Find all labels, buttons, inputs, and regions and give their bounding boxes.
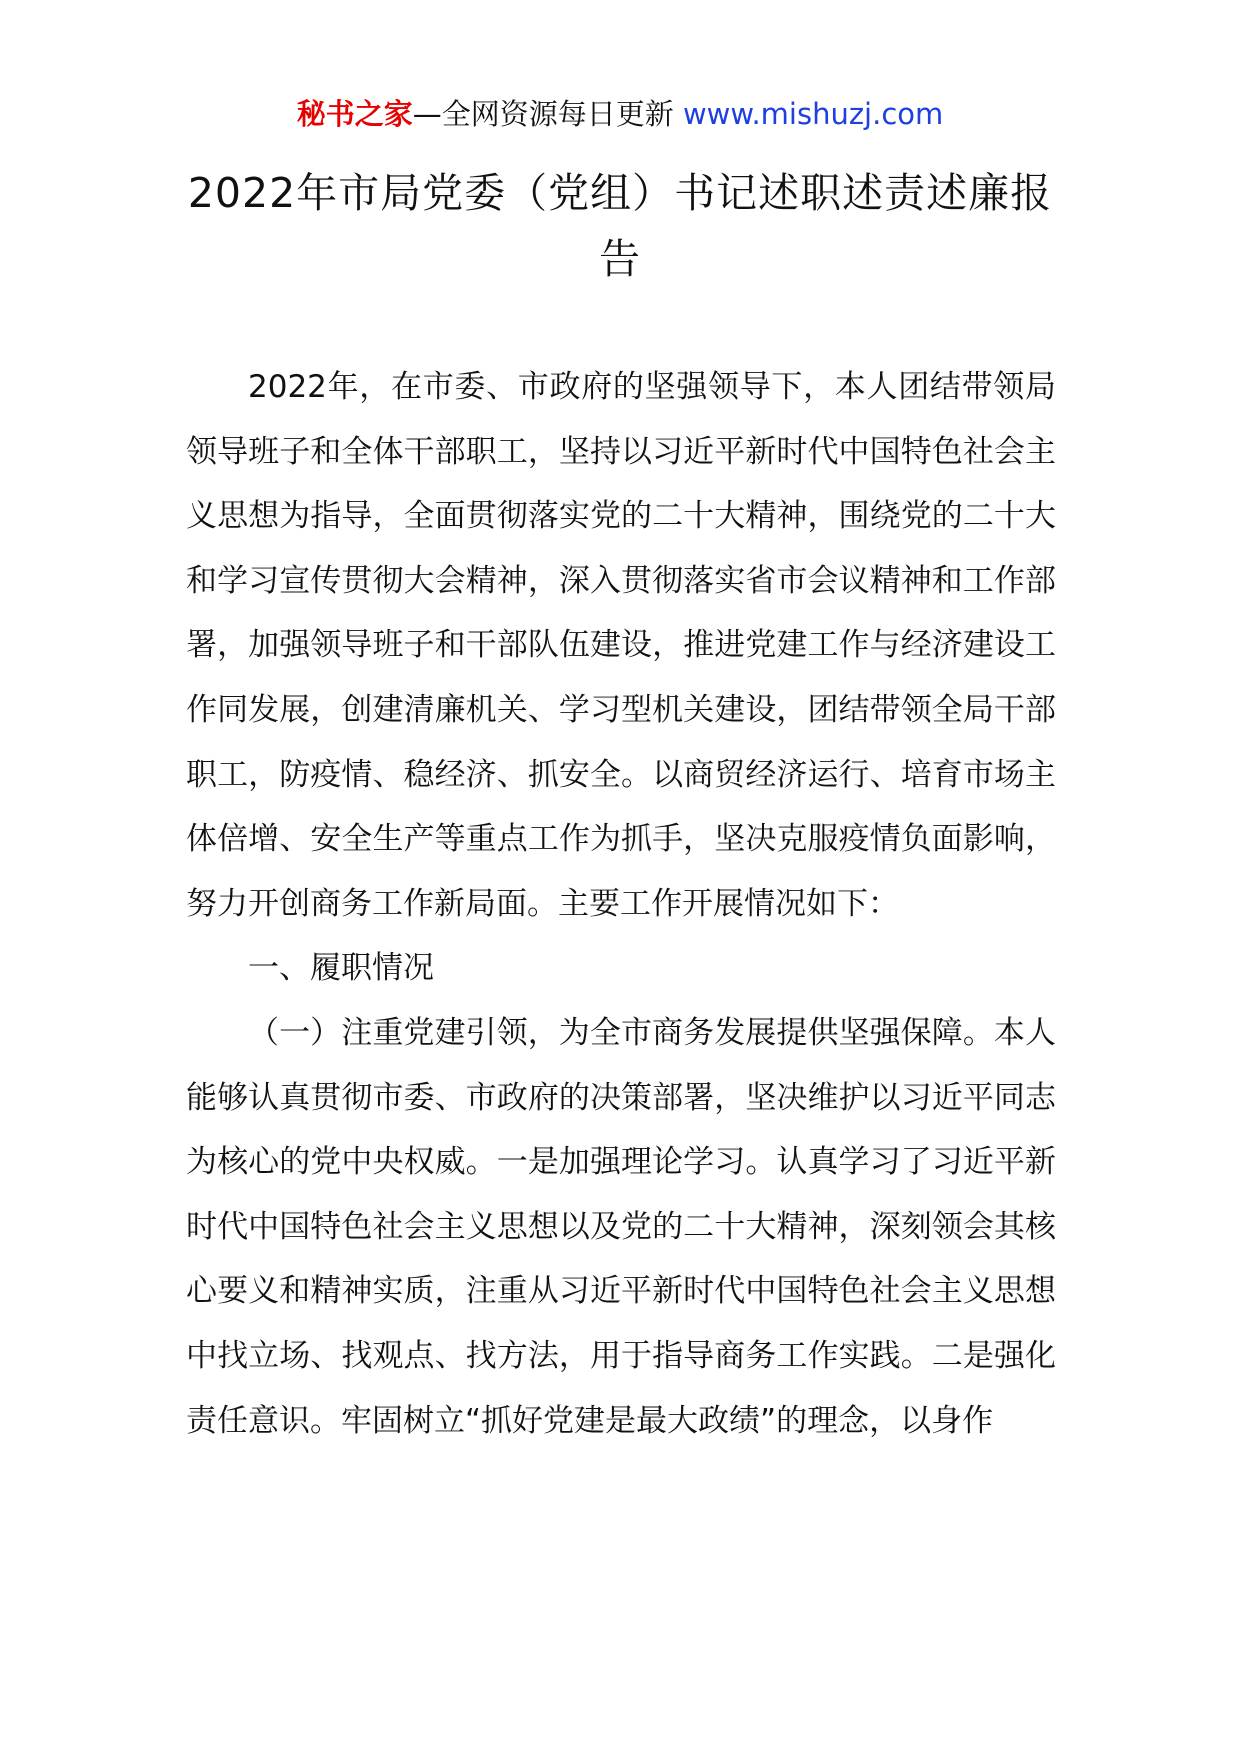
page-header	[0, 96, 1240, 132]
brand-name: 秘书之家	[296, 97, 413, 131]
paragraph-section-1: （一）注重党建引领，为全市商务发展提供坚强保障。本人能够认真贯彻市委、市政府的决策部署，坚决维护以习近平同志为核心的党中央权威。一是加强理论学习。认真学习了习近平新时代中国特色社会主义思想以及党的二十大精神，深刻领会其核心要义和精神实质，注重从习近平新时代中国特色社会主义思想中找立场、找观点、找方法，用于指导商务工作实践。二是强化责任意识。牢固树立“抓好党建是最大政绩”的理念，以身作	[186, 1014, 1056, 1439]
header-slogan: —全网资源每日更新	[412, 97, 674, 131]
section-heading: 一、履职情况	[248, 950, 434, 987]
website-link[interactable]: www.mishuzj.com	[682, 97, 944, 131]
document-body	[186, 355, 1056, 1453]
paragraph-intro: 2022年，在市委、市政府的坚强领导下，本人团结带领局领导班子和全体干部职工，坚持以习近平新时代中国特色社会主义思想为指导，全面贯彻落实党的二十大精神，围绕党的二十大和学习宣传贯彻大会精神，深入贯彻落实省市会议精神和工作部署，加强领导班子和干部队伍建设，推进党建工作与经济建设工作同发展，创建清廉机关、学习型机关建设，团结带领全局干部职工，防疫情、稳经济、抓安全。以商贸经济运行、培育市场主体倍增、安全生产等重点工作为抓手，坚决克服疫情负面影响，努力开创商务工作新局面。主要工作开展情况如下：	[186, 369, 1056, 922]
document-title: 2022年市局党委（党组）书记述职述责述廉报告	[187, 169, 1053, 283]
